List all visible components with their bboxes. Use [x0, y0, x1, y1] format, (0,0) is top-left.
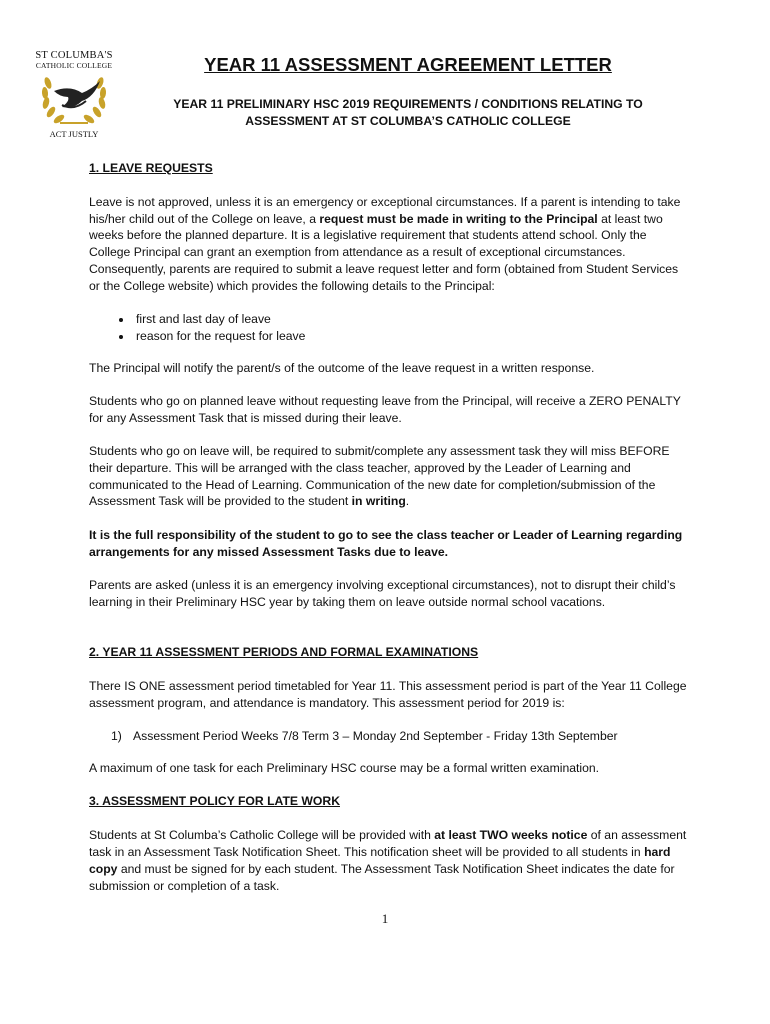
text-run: of an assessment task in an Assessment Task Notification Sheet. This notification sheet will be provided to all students in	[89, 828, 687, 860]
list-item: • reason for the request for leave	[133, 328, 689, 345]
section-2-heading: 2. YEAR 11 ASSESSMENT PERIODS AND FORMAL EXAMINATIONS	[89, 645, 479, 660]
section-1-paragraph-5	[89, 527, 689, 561]
list-item: • first and last day of leave	[133, 311, 689, 328]
page-subtitle	[150, 96, 666, 130]
bold-text: in writing	[351, 494, 406, 509]
text-run: Students at St Columba’s Catholic College will be provided with	[89, 828, 435, 843]
logo-name-line1: ST COLUMBA'S	[35, 50, 113, 61]
text-run: Students who go on leave will, be required to submit/complete any assessment task they will miss BEFORE their departure. This will be arranged with the class teacher, approved by the Leader of Learning and communicated to the Head of Learning. Communication of the new date for completion/submission of the Assessment Task will be provided to the student	[89, 444, 670, 509]
bold-text: request must be made in writing to the Principal	[319, 211, 598, 226]
subtitle-line-2: ASSESSMENT AT ST COLUMBA’S CATHOLIC COLLEGE	[245, 114, 571, 128]
logo-motto: ACT JUSTLY	[49, 129, 99, 139]
section-2-paragraph-1: There IS ONE assessment period timetabled for Year 11. This assessment period is part of the Year 11 College assessment program, and attendance is mandatory. This assessment period for 2019 is:	[89, 679, 687, 711]
text-run: and must be signed for by each student. The Assessment Task Notification Sheet indicates the date for submission or completion of a task.	[89, 861, 675, 893]
section-1-paragraph-4	[89, 443, 689, 510]
crest-dove-icon	[40, 71, 108, 129]
text-run: Leave is not approved, unless it is an emergency or exceptional circumstances. If a parent is intending to take his/her child out of the College on leave, a	[89, 194, 681, 226]
section-1-paragraph-3: Students who go on planned leave without requesting leave from the Principal, will receive a ZERO PENALTY for any Assessment Task that is missed during their leave.	[89, 393, 681, 425]
text-run: at least two weeks before the planned departure. It is a legislative requirement that students attend school. Only the College Principal can grant an exemption from attendance as a result of exceptional circumstances. Consequently, parents are required to submit a leave request letter and form (obtained from Student Services or the College website) which provides the following details to the Principal:	[89, 211, 679, 293]
section-1-heading: 1. LEAVE REQUESTS	[89, 161, 213, 175]
list-item	[111, 728, 689, 745]
subtitle-line-1: YEAR 11 PRELIMINARY HSC 2019 REQUIREMENTS / CONDITIONS RELATING TO	[173, 97, 643, 111]
leave-details-list	[89, 311, 689, 345]
bold-text: hard copy	[89, 845, 671, 876]
list-number: 1)	[111, 729, 122, 744]
logo-name-line2: CATHOLIC COLLEGE	[35, 61, 113, 70]
section-2-paragraph-2: A maximum of one task for each Preliminary HSC course may be a formal written examination.	[89, 761, 600, 776]
bold-text: at least TWO weeks notice	[434, 828, 588, 843]
document-body	[89, 160, 689, 911]
bold-text: It is the full responsibility of the student to go to see the class teacher or Leader of Learning regarding arrangements for any missed Assessment Tasks due to leave.	[89, 527, 683, 559]
page-title: YEAR 11 ASSESSMENT AGREEMENT LETTER	[204, 54, 612, 75]
section-3-paragraph-1	[89, 827, 689, 894]
text-run: .	[405, 494, 410, 509]
section-1-paragraph-2: The Principal will notify the parent/s of the outcome of the leave request in a written response.	[89, 360, 595, 375]
section-3-heading: 3. ASSESSMENT POLICY FOR LATE WORK	[89, 794, 340, 809]
assessment-period-list	[89, 728, 689, 745]
list-item-text: Assessment Period Weeks 7/8 Term 3 – Monday 2nd September - Friday 13th September	[133, 729, 618, 744]
section-1-paragraph-6: Parents are asked (unless it is an emergency involving exceptional circumstances), not to disrupt their child’s learning in their Preliminary HSC year by taking them on leave outside normal school vacations.	[89, 577, 676, 609]
page-number: 1	[381, 911, 389, 926]
section-1-paragraph-1	[89, 194, 689, 295]
college-logo	[34, 50, 114, 142]
